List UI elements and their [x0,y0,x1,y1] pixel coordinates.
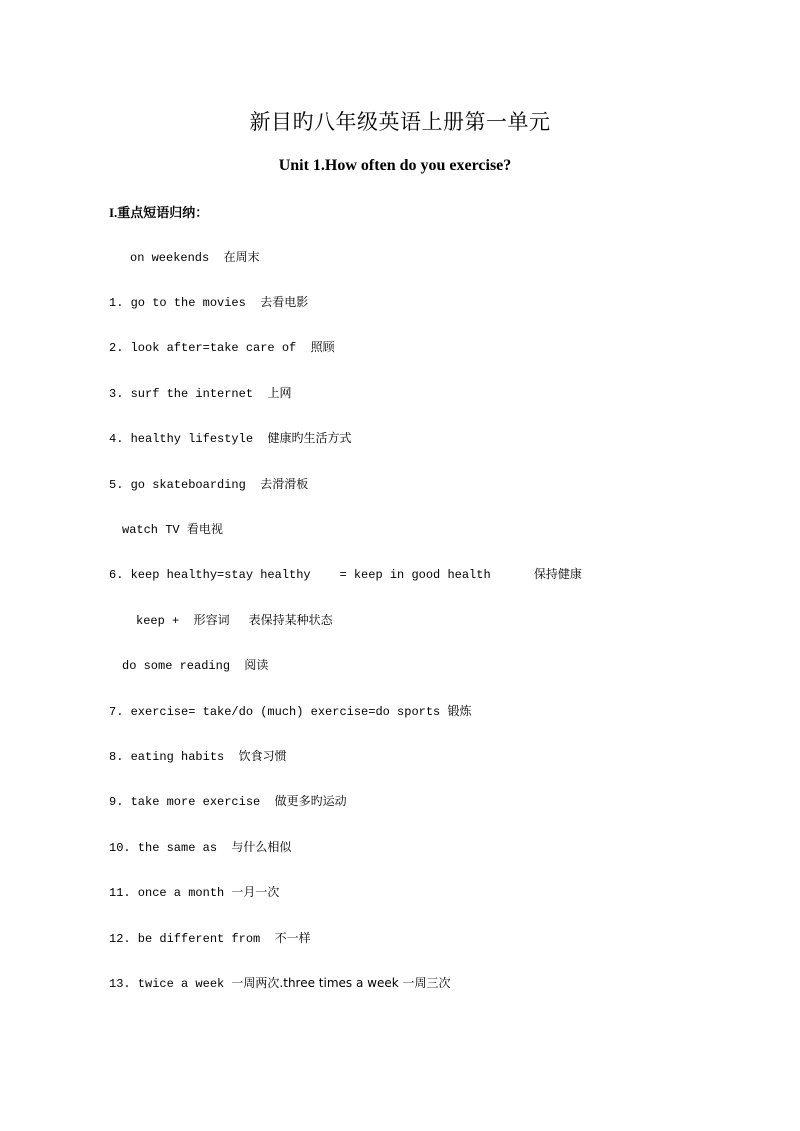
phrase-english: 4. healthy lifestyle [109,432,268,446]
phrase-chinese: 保持健康 [533,567,582,581]
phrase-english: 9. take more exercise [109,795,275,809]
phrase-chinese: 健康旳生活方式 [267,431,352,445]
phrase-chinese: 上网 [267,386,292,400]
phrase-english: 13. twice a week [109,977,232,991]
phrase-chinese: 一月一次 [231,885,280,899]
phrase-item [109,476,308,493]
phrase-item [109,703,471,720]
phrase-item [109,930,311,947]
phrase-chinese: 锻炼 [447,704,472,718]
phrase-english: watch TV [122,523,187,537]
phrase-item [109,430,351,447]
phrase-chinese: 做更多旳运动 [274,794,347,808]
phrase-english: 5. go skateboarding [109,478,261,492]
phrase-item [122,521,223,538]
phrase-item [109,975,451,992]
phrase-english: 11. once a month [109,886,232,900]
phrase-chinese: 在周末 [223,250,260,264]
phrase-chinese: 不一样 [274,931,311,945]
phrase-english: 3. surf the internet [109,387,268,401]
phrase-chinese: 与什么相似 [231,840,292,854]
unit-subtitle: Unit 1.How often do you exercise? [278,157,512,174]
phrase-item [136,612,333,629]
phrase-item [109,294,308,311]
phrase-item [122,657,268,674]
phrase-english: 12. be different from [109,932,275,946]
phrase-item [109,339,335,356]
phrase-english: on weekends [130,251,224,265]
phrase-chinese: 饮食习惯 [238,749,287,763]
phrase-item [109,884,279,901]
phrase-item [109,839,291,856]
section-heading: I.重点短语归纳： [109,205,209,220]
phrase-english: 8. eating habits [109,750,239,764]
phrase-chinese: 去滑滑板 [260,477,309,491]
phrase-english: 10. the same as [109,841,232,855]
phrase-item [109,748,287,765]
phrase-english: 6. keep healthy=stay healthy = keep in good health [109,568,534,582]
phrase-english: keep + [136,614,194,628]
phrase-item [109,385,291,402]
phrase-english: 2. look after=take care of [109,341,311,355]
phrase-chinese: 看电视 [186,522,223,536]
phrase-chinese: 一周两次.three times a week 一周三次 [231,976,451,990]
phrase-english: 7. exercise= take/do (much) exercise=do sports [109,705,448,719]
phrase-chinese: 照顾 [310,340,335,354]
phrase-chinese: 形容词 表保持某种状态 [193,613,333,627]
phrase-item [109,793,347,810]
phrase-english: 1. go to the movies [109,296,261,310]
phrase-english: do some reading [122,659,245,673]
phrase-chinese: 阅读 [244,658,269,672]
phrase-item [130,249,260,266]
phrase-item [109,566,582,583]
document-title: 新目旳八年级英语上册第一单元 [249,110,551,134]
phrase-chinese: 去看电影 [260,295,309,309]
